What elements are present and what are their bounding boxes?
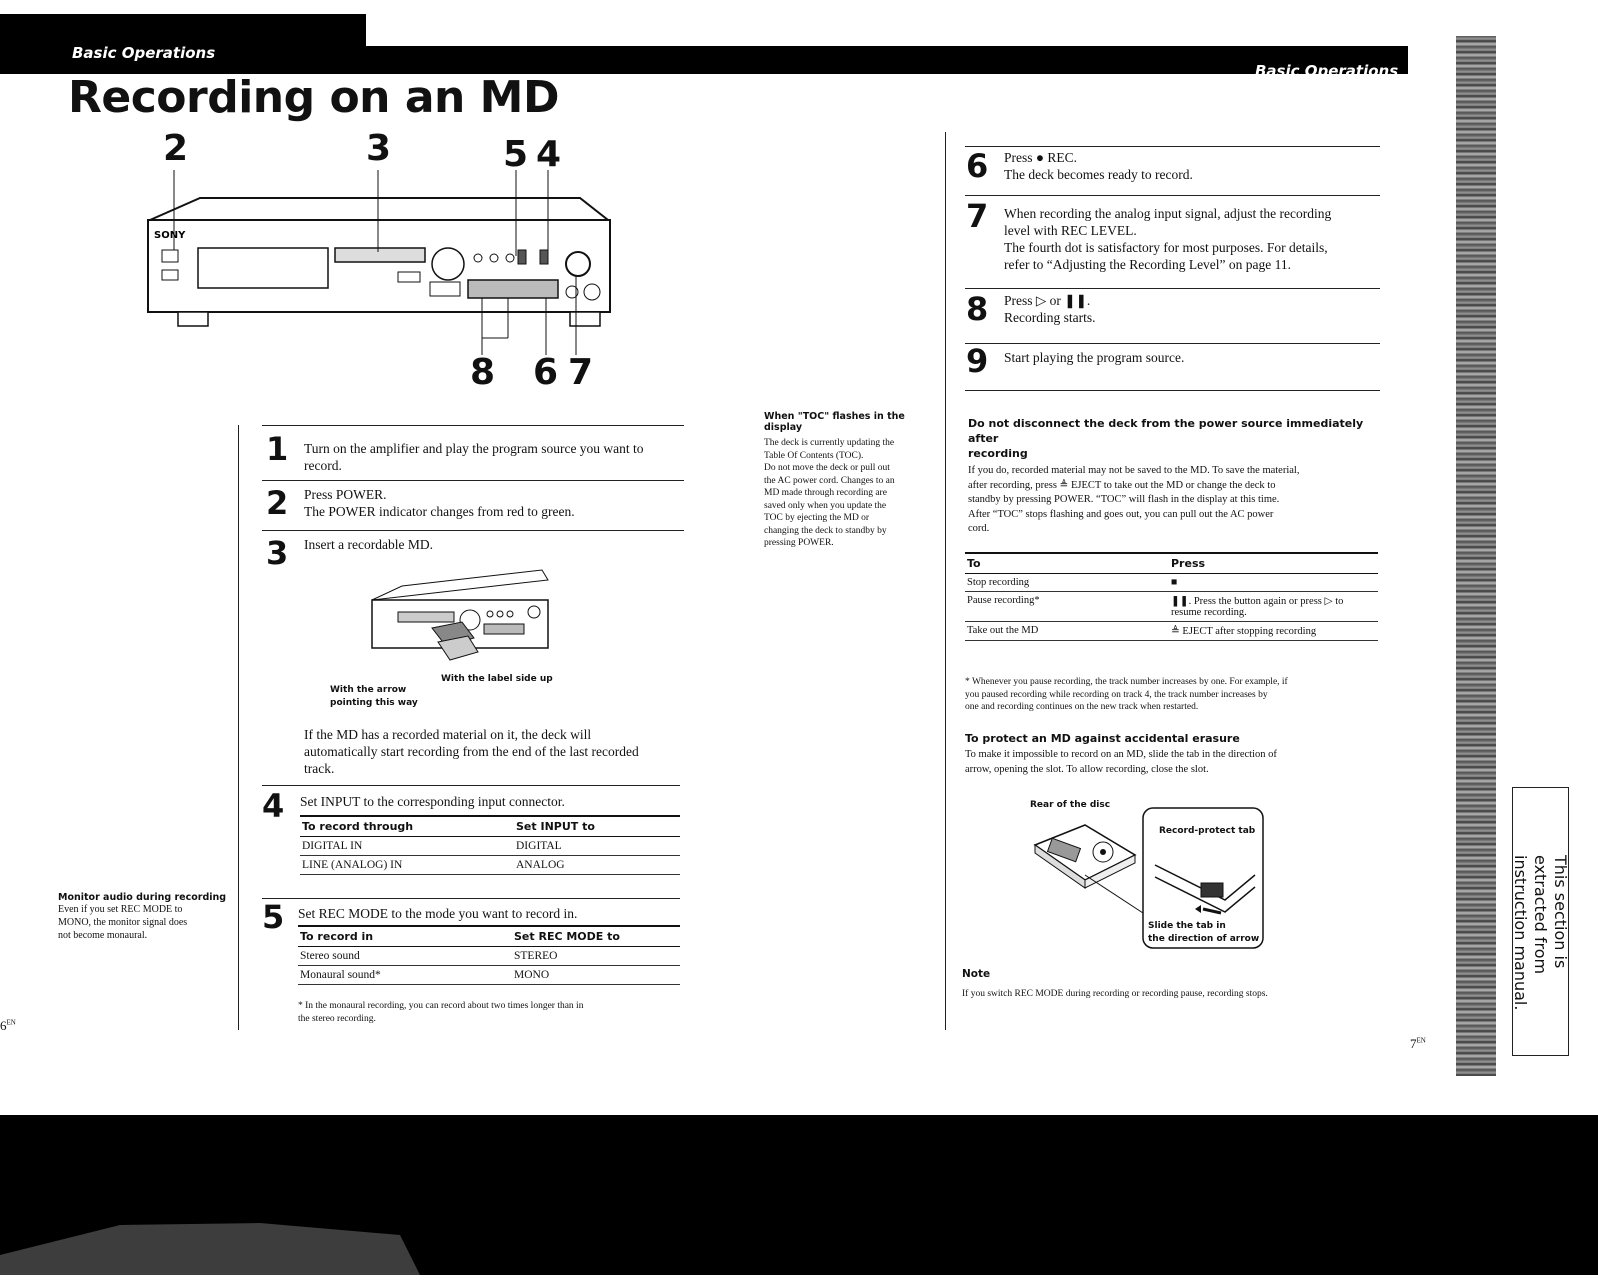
section-label-left: Basic Operations	[72, 44, 216, 62]
step-number-2: 2	[266, 484, 289, 522]
step-text-3: Insert a recordable MD.	[304, 537, 433, 552]
table-row: LINE (ANALOG) IN ANALOG	[300, 856, 680, 875]
step3-note: If the MD has a recorded material on it, the deck will automatically start recording from the end of the last recorded track.	[304, 727, 639, 776]
protect-fig-tab-label: Record-protect tab	[1159, 826, 1256, 836]
press-table-footnote: * Whenever you pause recording, the track number increases by one. For example, if you paused recording while recording on track 4, the track number increases by one and recording continues on the new track when restarted.	[965, 677, 1288, 712]
table-row: Take out the MD ≜ EJECT after stopping recording	[965, 622, 1378, 641]
note-text: If you switch REC MODE during recording or recording pause, recording stops.	[962, 989, 1268, 999]
step-text-7: When recording the analog input signal, adjust the recording level with REC LEVEL. The fourth dot is satisfactory for most purposes. For details, refer to “Adjusting the Recording Level” on page 11.	[1004, 206, 1332, 272]
step-text-5: Set REC MODE to the mode you want to record in.	[298, 906, 578, 921]
callout-6: 6	[533, 352, 559, 393]
step-text-9: Start playing the program source.	[1004, 350, 1185, 365]
note-section	[962, 968, 1382, 1001]
table-row: Stop recording ■	[965, 574, 1378, 592]
bottom-scan-band	[0, 1115, 1598, 1275]
insert-md-illustration	[362, 560, 562, 670]
insert-label-side: With the label side up	[441, 674, 553, 684]
input-table	[300, 815, 680, 875]
step-number-3: 3	[266, 534, 289, 572]
mode-table-header-0: To record in	[298, 926, 512, 947]
column-divider-left	[238, 425, 239, 1030]
step-number-1: 1	[266, 430, 289, 468]
step-number-4: 4	[262, 787, 285, 825]
column-divider-center	[945, 132, 946, 1030]
step-number-9: 9	[966, 342, 989, 380]
page-title: Recording on an MD	[68, 72, 559, 123]
page-number-right: $7^{EN}$	[1410, 1036, 1426, 1051]
rule-step-8	[965, 288, 1380, 289]
step-number-8: 8	[966, 290, 989, 328]
table-row: Monaural sound* MONO	[298, 966, 680, 985]
protect-title: To protect an MD against accidental erasure	[965, 732, 1240, 745]
callout-5: 5	[503, 134, 529, 175]
press-table-header-0: To	[965, 553, 1169, 574]
press-table-header-1: Press	[1169, 553, 1378, 574]
monitor-note: Monitor audio during recording Even if you set REC MODE to MONO, the monitor signal does not become monaural.	[58, 892, 227, 941]
rule-step-2	[262, 480, 684, 481]
toc-note-title: When "TOC" flashes in the display	[764, 411, 905, 433]
step-text-6: Press ● REC. The deck becomes ready to record.	[1004, 150, 1193, 182]
step-text-1: Turn on the amplifier and play the program source you want to record.	[304, 441, 644, 473]
table-row: Stereo sound STEREO	[298, 947, 680, 966]
page-number-left: $6^{EN}$	[0, 1018, 16, 1033]
mode-table-header-1: Set REC MODE to	[512, 926, 680, 947]
step-text-2: Press POWER. The POWER indicator changes from red to green.	[304, 487, 575, 519]
mode-table-footnote: * In the monaural recording, you can record about two times longer than in the stereo recording.	[298, 1001, 584, 1024]
mode-table	[298, 925, 680, 985]
scan-edge-strip	[1456, 36, 1496, 1076]
note-title: Note	[962, 968, 991, 980]
rule-step-5	[262, 898, 680, 899]
input-table-header-1: Set INPUT to	[514, 816, 680, 837]
rule-step-9-end	[965, 390, 1380, 391]
step-number-7: 7	[966, 197, 989, 235]
rule-step-3	[262, 530, 684, 531]
callout-7: 7	[568, 352, 594, 393]
monitor-note-title: Monitor audio during recording	[58, 892, 227, 903]
power-warning: Do not disconnect the deck from the power source immediately after recording If you do, recorded material may not be saved to the MD. To save the material, after recording, press ≜ EJECT to take out the MD or change the deck to standby by pressing POWER. “TOC” will flash in the display at this time. After “TOC” stops flashing and goes out, you can pull out the AC power cord.	[968, 417, 1364, 534]
rule-step-9	[965, 343, 1380, 344]
toc-note: When "TOC" flashes in the display The deck is currently updating the Table Of Contents (TOC). Do not move the deck or pull out the AC power cord. Changes to an MD made through recording are saved only when you update the TOC by ejecting the MD or changing the deck to standby by pressing POWER.	[764, 411, 939, 550]
insert-md-figure	[362, 560, 562, 670]
protect-section: To protect an MD against accidental erasure To make it impossible to record on an MD, slide the tab in the direction of arrow, opening the slot. To allow recording, close the slot.	[965, 732, 1385, 777]
step-number-5: 5	[262, 898, 285, 936]
callout-3: 3	[366, 128, 392, 169]
step-text-4: Set INPUT to the corresponding input connector.	[300, 794, 565, 809]
protect-fig-slide-label: Slide the tab in the direction of arrow	[1148, 921, 1260, 944]
bottom-scan-shapes	[0, 1115, 1598, 1275]
section-label-right: Basic Operations	[1255, 62, 1399, 80]
insert-label-arrow: With the arrow pointing this way	[330, 685, 418, 708]
callout-4: 4	[536, 134, 562, 175]
protect-fig-rear-label: Rear of the disc	[1030, 800, 1111, 810]
table-row: DIGITAL IN DIGITAL	[300, 837, 680, 856]
rule-step-7	[965, 195, 1380, 196]
rule-step-4	[262, 785, 680, 786]
sony-logo: SONY	[154, 230, 186, 241]
step-text-8: Press ▷ or ❚❚. Recording starts.	[1004, 293, 1096, 325]
input-table-header-0: To record through	[300, 816, 514, 837]
callout-8: 8	[470, 352, 496, 393]
rule-step-6	[965, 146, 1380, 147]
rule-step-1	[262, 425, 684, 426]
press-table	[965, 552, 1378, 641]
callout-2: 2	[163, 128, 189, 169]
step-number-6: 6	[966, 147, 989, 185]
table-row: Pause recording* ❚❚. Press the button again or press ▷ to resume recording.	[965, 592, 1378, 622]
side-tab-text: This section is extracted from instruction manual.	[1511, 855, 1570, 1011]
